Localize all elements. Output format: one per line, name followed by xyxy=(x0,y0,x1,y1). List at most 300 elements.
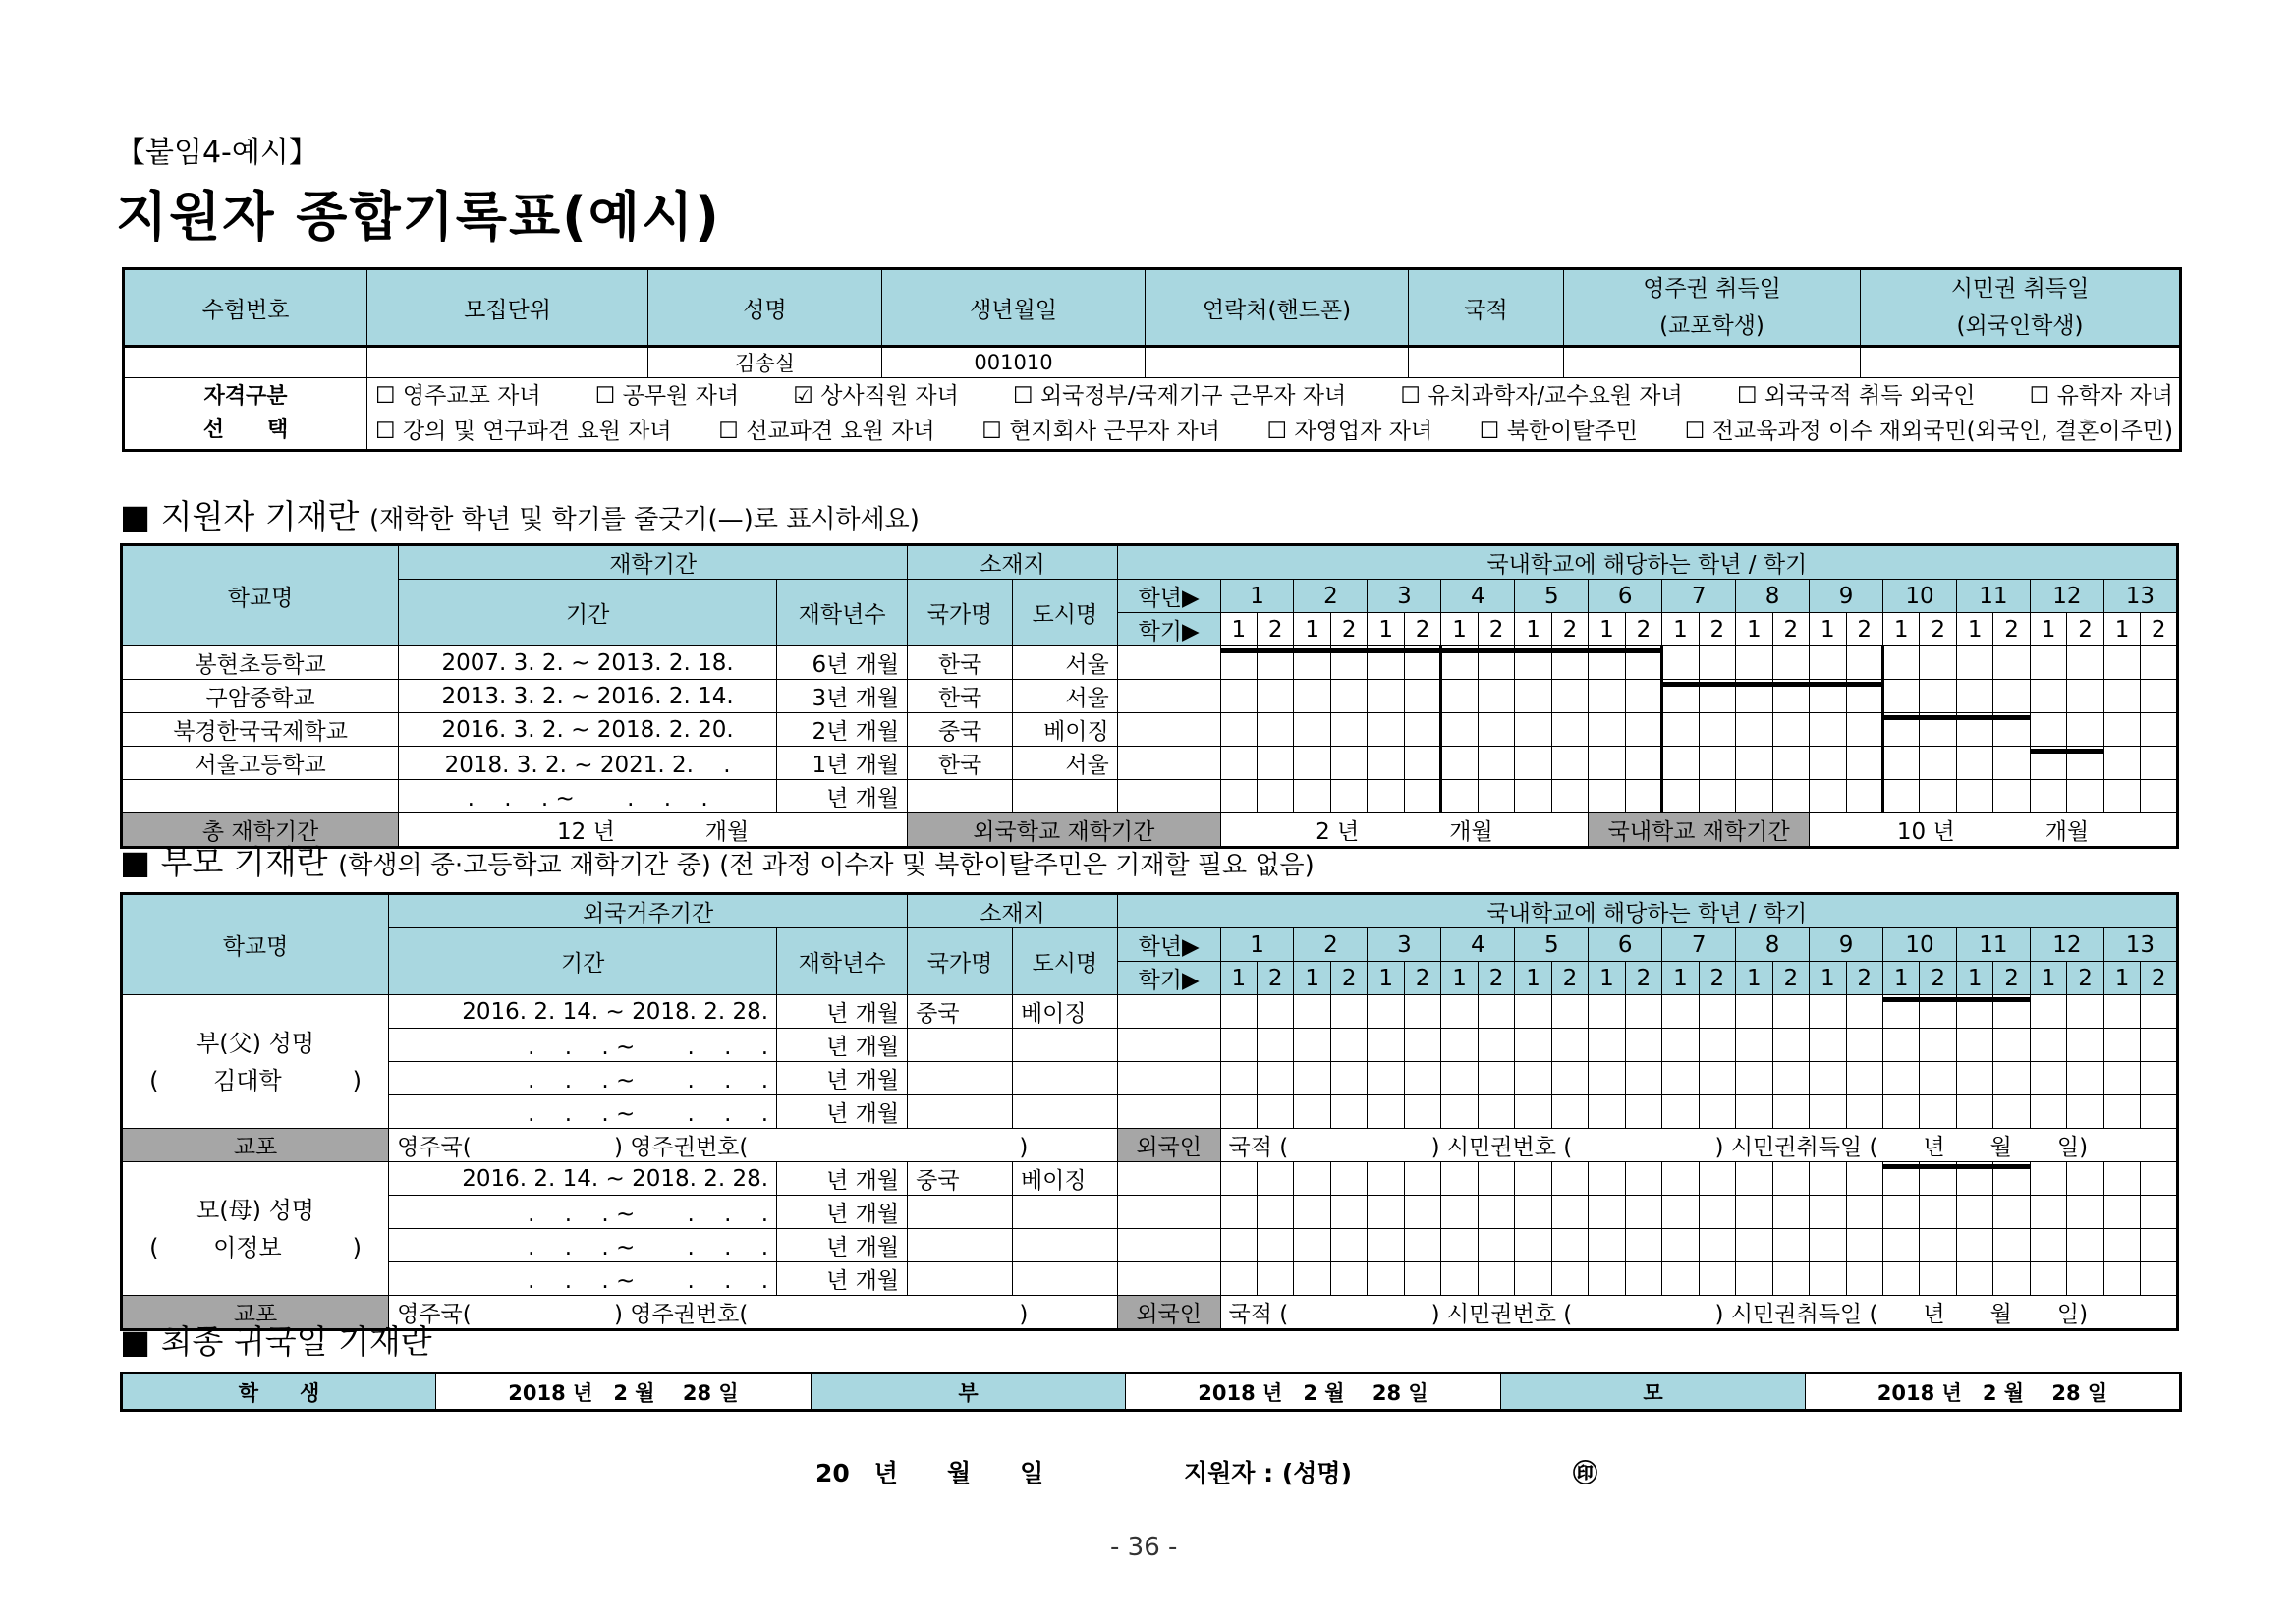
grid-cell xyxy=(1294,1162,1330,1196)
grid-cell xyxy=(1956,1229,1992,1262)
sem-13-2: 2 xyxy=(2141,613,2178,646)
qualification-row-2 xyxy=(375,414,2179,449)
sem-4-2: 2 xyxy=(1478,962,1514,995)
grid-cell xyxy=(1258,680,1294,713)
grid-cell xyxy=(1662,1196,1699,1229)
grid-cell xyxy=(1699,780,1735,813)
value-name: 김송실 xyxy=(648,347,882,378)
grid-cell xyxy=(1330,1229,1367,1262)
grid-cell xyxy=(2103,1162,2140,1196)
sem-8-2: 2 xyxy=(1772,962,1809,995)
grid-cell xyxy=(1441,1062,1478,1095)
grid-cell xyxy=(1662,1062,1699,1095)
grid-cell xyxy=(1294,747,1330,780)
grid-cell xyxy=(1772,1062,1809,1095)
grid-cell xyxy=(1810,1095,1846,1129)
sem-13-1: 1 xyxy=(2103,613,2140,646)
sem-1-2: 2 xyxy=(1258,613,1294,646)
grid-cell xyxy=(1920,1029,1956,1062)
grid-cell xyxy=(1736,1262,1772,1296)
grade-9: 9 xyxy=(1810,580,1883,613)
h2-grade-label: 학년▶ xyxy=(1117,928,1220,962)
grid-cell xyxy=(1294,713,1330,747)
grid-spacer xyxy=(1117,747,1220,780)
value-nationality xyxy=(1409,347,1564,378)
sem-5-2: 2 xyxy=(1551,613,1588,646)
grid-cell xyxy=(1956,646,1992,680)
grid-cell xyxy=(1478,680,1514,713)
applicant-school-table xyxy=(120,543,2179,849)
qualification-options xyxy=(367,378,2181,451)
school-years: 년 개월 xyxy=(777,780,908,813)
grid-cell xyxy=(1662,995,1699,1029)
grid-cell xyxy=(1441,1162,1478,1196)
option-full-course-overseas[interactable]: ☐ 전교육과정 이수 재외국민(외국인, 결혼이주민) xyxy=(1684,419,2173,444)
grid-cell xyxy=(1478,995,1514,1029)
grid-cell xyxy=(1258,1262,1294,1296)
father-years: 년 개월 xyxy=(777,1029,908,1062)
grid-cell xyxy=(1330,780,1367,813)
mother-period: . . . ~ . . . xyxy=(389,1262,777,1296)
grid-cell xyxy=(2067,1162,2103,1196)
grid-cell xyxy=(1551,1162,1588,1196)
grid-cell xyxy=(1736,1062,1772,1095)
grade-1: 1 xyxy=(1220,580,1294,613)
grid-cell xyxy=(1699,1162,1735,1196)
grade-4: 4 xyxy=(1441,580,1515,613)
grid-cell xyxy=(1368,1062,1404,1095)
grid-cell xyxy=(1699,713,1735,747)
father-period: . . . ~ . . . xyxy=(389,1062,777,1095)
header-unit: 모집단위 xyxy=(367,269,648,347)
grid-cell xyxy=(1699,995,1735,1029)
grid-cell xyxy=(2103,680,2140,713)
grid-cell xyxy=(1920,1095,1956,1129)
grid-cell xyxy=(1294,1062,1330,1095)
grid-cell xyxy=(1920,1262,1956,1296)
grid-cell xyxy=(2030,646,2066,680)
grid-cell xyxy=(1920,1062,1956,1095)
option-scientist-professor-child[interactable]: ☐ 유치과학자/교수요원 자녀 xyxy=(1400,383,1683,409)
h-period: 기간 xyxy=(399,580,777,646)
grid-cell xyxy=(1220,1162,1257,1196)
grid-cell xyxy=(1956,1062,1992,1095)
grid-cell xyxy=(1993,1196,2030,1229)
school-period: 2013. 3. 2. ~ 2016. 2. 14. xyxy=(399,680,777,713)
grid-cell xyxy=(1551,1229,1588,1262)
sem-5-2: 2 xyxy=(1551,962,1588,995)
father-foreigner-text: 국적 ( ) 시민권번호 ( ) 시민권취득일 ( 년 월 일) xyxy=(1220,1129,2177,1162)
sem-10-2: 2 xyxy=(1920,962,1956,995)
grid-cell xyxy=(1589,1062,1625,1095)
school-country: 한국 xyxy=(908,680,1013,713)
sem-7-1: 1 xyxy=(1662,613,1699,646)
grid-cell xyxy=(1551,1062,1588,1095)
grid-cell xyxy=(1736,747,1772,780)
grid-cell xyxy=(1846,780,1882,813)
grid-cell xyxy=(2103,995,2140,1029)
grid-cell xyxy=(1478,1029,1514,1062)
grade-12: 12 xyxy=(2030,928,2103,962)
grade-9: 9 xyxy=(1810,928,1883,962)
father-period: 2016. 2. 14. ~ 2018. 2. 28. xyxy=(389,995,777,1029)
grid-cell xyxy=(1478,1229,1514,1262)
grid-cell xyxy=(1846,747,1882,780)
school-name: 구암중학교 xyxy=(122,680,399,713)
school-city xyxy=(1012,780,1117,813)
grid-cell xyxy=(1772,780,1809,813)
grid-cell xyxy=(1441,1229,1478,1262)
grid-cell xyxy=(1589,1029,1625,1062)
grid-cell xyxy=(1882,1029,1919,1062)
sem-12-1: 1 xyxy=(2030,613,2066,646)
grid-cell xyxy=(1956,1029,1992,1062)
sem-11-2: 2 xyxy=(1993,962,2030,995)
father-years: 년 개월 xyxy=(777,1062,908,1095)
mother-label: 모(母) 성명 xyxy=(196,1196,314,1224)
mother-years: 년 개월 xyxy=(777,1262,908,1296)
grid-cell xyxy=(1810,1229,1846,1262)
grid-cell xyxy=(1772,713,1809,747)
sem-4-2: 2 xyxy=(1478,613,1514,646)
grid-cell xyxy=(1330,1062,1367,1095)
option-permanent-resident-child[interactable]: ☐ 영주교포 자녀 xyxy=(375,383,541,409)
mother-city: 베이징 xyxy=(1012,1162,1117,1196)
option-foreign-nationality[interactable]: ☐ 외국국적 취득 외국인 xyxy=(1736,383,1976,409)
h-years: 재학년수 xyxy=(777,580,908,646)
grid-cell xyxy=(1736,995,1772,1029)
grid-cell xyxy=(1220,995,1257,1029)
grid-cell xyxy=(1330,713,1367,747)
grid-cell xyxy=(1441,1262,1478,1296)
grid-cell xyxy=(1551,995,1588,1029)
grid-cell xyxy=(1515,780,1551,813)
option-self-employed-child[interactable]: ☐ 자영업자 자녀 xyxy=(1266,419,1433,444)
grade-5: 5 xyxy=(1515,580,1589,613)
sem-1-1: 1 xyxy=(1220,962,1257,995)
grid-cell xyxy=(1993,747,2030,780)
grid-cell xyxy=(1699,1196,1735,1229)
mother-kyopo-text: 영주국( ) 영주권번호( ) xyxy=(389,1296,1118,1330)
grid-cell xyxy=(1736,646,1772,680)
h2-sem-label: 학기▶ xyxy=(1117,962,1220,995)
grid-cell xyxy=(2030,1196,2066,1229)
grid-cell xyxy=(1882,646,1919,680)
grid-cell xyxy=(1772,995,1809,1029)
grid-cell xyxy=(1699,1229,1735,1262)
grid-cell xyxy=(1404,680,1440,713)
grade-8: 8 xyxy=(1736,928,1810,962)
father-city xyxy=(1012,1062,1117,1095)
grid-cell xyxy=(1736,1095,1772,1129)
grid-cell xyxy=(2030,713,2066,747)
grid-cell xyxy=(1368,747,1404,780)
grid-cell xyxy=(2067,1229,2103,1262)
grid-cell xyxy=(1258,1095,1294,1129)
grid-cell xyxy=(2067,646,2103,680)
grid-cell xyxy=(1404,1162,1440,1196)
grid-spacer xyxy=(1117,1262,1220,1296)
applicant-info-table xyxy=(122,267,2182,452)
h2-country: 국가명 xyxy=(908,928,1013,995)
sem-10-2: 2 xyxy=(1920,613,1956,646)
grid-cell xyxy=(1699,1062,1735,1095)
grid-cell xyxy=(1810,1062,1846,1095)
grid-cell xyxy=(1294,1196,1330,1229)
grid-cell xyxy=(2030,780,2066,813)
sem-8-2: 2 xyxy=(1772,613,1809,646)
sem-3-2: 2 xyxy=(1404,613,1440,646)
qualification-label xyxy=(124,378,367,451)
grid-cell xyxy=(1478,780,1514,813)
grid-cell xyxy=(1882,1095,1919,1129)
value-unit xyxy=(367,347,648,378)
father-city: 베이징 xyxy=(1012,995,1117,1029)
grid-cell xyxy=(1772,646,1809,680)
total-label: 총 재학기간 xyxy=(122,813,399,848)
grid-cell xyxy=(1368,1029,1404,1062)
grid-cell xyxy=(1478,1095,1514,1129)
foreign-period-value: 2 년 개월 xyxy=(1220,813,1589,848)
grid-cell xyxy=(1846,1229,1882,1262)
grid-cell xyxy=(1662,1095,1699,1129)
grid-cell xyxy=(1258,1229,1294,1262)
father-name-cell xyxy=(122,995,389,1129)
school-period: 2007. 3. 2. ~ 2013. 2. 18. xyxy=(399,646,777,680)
option-foreign-gov-child[interactable]: ☐ 외국정부/국제기구 근무자 자녀 xyxy=(1013,383,1347,409)
grid-cell xyxy=(1920,680,1956,713)
header-pr-date-line2: (교포학생) xyxy=(1659,313,1764,339)
foreign-period-label: 외국학교 재학기간 xyxy=(908,813,1220,848)
mother-foreigner-text: 국적 ( ) 시민권번호 ( ) 시민권취득일 ( 년 월 일) xyxy=(1220,1296,2177,1330)
grid-cell xyxy=(2103,780,2140,813)
section1-title: ■ 지원자 기재란 xyxy=(120,497,360,535)
grid-cell xyxy=(1662,1262,1699,1296)
mother-name-cell xyxy=(122,1162,389,1296)
grade-8: 8 xyxy=(1736,580,1810,613)
qualification-row-1 xyxy=(375,378,2179,414)
school-period: . . . ~ . . . xyxy=(399,780,777,813)
grid-spacer xyxy=(1117,680,1220,713)
sem-2-1: 1 xyxy=(1294,613,1330,646)
school-city: 서울 xyxy=(1012,747,1117,780)
grid-cell xyxy=(1846,646,1882,680)
school-country: 한국 xyxy=(908,646,1013,680)
grid-cell xyxy=(1956,1196,1992,1229)
timeline-bar-mother xyxy=(1882,1164,2030,1169)
grid-cell xyxy=(1882,1229,1919,1262)
school-name xyxy=(122,780,399,813)
school-country: 중국 xyxy=(908,713,1013,747)
grid-cell xyxy=(1736,713,1772,747)
grid-cell xyxy=(1625,680,1661,713)
sem-4-1: 1 xyxy=(1441,962,1478,995)
grid-cell xyxy=(1662,1162,1699,1196)
grid-cell xyxy=(2141,1062,2178,1095)
grid-cell xyxy=(2141,1196,2178,1229)
grid-cell xyxy=(1625,1162,1661,1196)
sem-9-1: 1 xyxy=(1810,613,1846,646)
grid-cell xyxy=(1736,780,1772,813)
grid-cell xyxy=(1993,1262,2030,1296)
mother-period: . . . ~ . . . xyxy=(389,1196,777,1229)
h-grade-label: 학년▶ xyxy=(1117,580,1220,613)
grid-cell xyxy=(1589,713,1625,747)
grid-cell xyxy=(1515,995,1551,1029)
grid-spacer xyxy=(1117,780,1220,813)
grid-cell xyxy=(1920,1229,1956,1262)
return-student-date: 2018 년 2 월 28 일 xyxy=(436,1373,812,1411)
grid-cell xyxy=(1294,780,1330,813)
return-father-date: 2018 년 2 월 28 일 xyxy=(1126,1373,1501,1411)
option-student-abroad-child[interactable]: ☐ 유학자 자녀 xyxy=(2029,383,2173,409)
grid-cell xyxy=(1404,1196,1440,1229)
mother-city xyxy=(1012,1262,1117,1296)
option-missionary-child[interactable]: ☐ 선교파견 요원 자녀 xyxy=(718,419,935,444)
grid-cell xyxy=(1478,1162,1514,1196)
header-phone: 연락처(핸드폰) xyxy=(1146,269,1409,347)
grid-cell xyxy=(1662,1029,1699,1062)
section1-note: (재학한 학년 및 학기를 줄긋기(—)로 표시하세요) xyxy=(368,505,920,534)
timeline-bar-elementary xyxy=(1220,648,1662,653)
grid-cell xyxy=(1368,780,1404,813)
sem-7-2: 2 xyxy=(1699,613,1735,646)
option-civil-servant-child[interactable]: ☐ 공무원 자녀 xyxy=(594,383,740,409)
option-local-company-child[interactable]: ☐ 현지회사 근무자 자녀 xyxy=(981,419,1220,444)
grid-cell xyxy=(1294,995,1330,1029)
grid-cell xyxy=(1589,1229,1625,1262)
sem-5-1: 1 xyxy=(1515,613,1551,646)
grid-cell xyxy=(1551,1029,1588,1062)
sem-11-1: 1 xyxy=(1956,613,1992,646)
father-kyopo-label: 교포 xyxy=(122,1129,389,1162)
sem-10-1: 1 xyxy=(1882,962,1919,995)
h-country: 국가명 xyxy=(908,580,1013,646)
grid-cell xyxy=(1220,1029,1257,1062)
domestic-period-label: 국내학교 재학기간 xyxy=(1589,813,1810,848)
grid-cell xyxy=(1294,1095,1330,1129)
value-pr-date xyxy=(1564,347,1861,378)
sem-7-1: 1 xyxy=(1662,962,1699,995)
sem-6-2: 2 xyxy=(1625,962,1661,995)
school-years: 6년 개월 xyxy=(777,646,908,680)
section2-heading xyxy=(120,837,1315,883)
grid-cell xyxy=(1625,995,1661,1029)
grid-cell xyxy=(1625,1095,1661,1129)
grade-6: 6 xyxy=(1589,580,1662,613)
grid-cell xyxy=(1404,1095,1440,1129)
sem-9-2: 2 xyxy=(1846,613,1882,646)
grid-cell xyxy=(1330,1262,1367,1296)
sem-2-1: 1 xyxy=(1294,962,1330,995)
grid-cell xyxy=(1515,1196,1551,1229)
grid-cell xyxy=(2141,680,2178,713)
grid-cell xyxy=(1258,1196,1294,1229)
option-north-korean-defector[interactable]: ☐ 북한이탈주민 xyxy=(1479,419,1639,444)
grid-cell xyxy=(1589,1262,1625,1296)
grid-spacer xyxy=(1117,713,1220,747)
grid-cell xyxy=(2030,1162,2066,1196)
grid-cell xyxy=(2141,780,2178,813)
father-kyopo-text: 영주국( ) 영주권번호( ) xyxy=(389,1129,1118,1162)
value-phone xyxy=(1146,347,1409,378)
father-years: 년 개월 xyxy=(777,995,908,1029)
grid-cell xyxy=(2103,1196,2140,1229)
grid-cell xyxy=(1625,1029,1661,1062)
sem-7-2: 2 xyxy=(1699,962,1735,995)
grid-cell xyxy=(1810,747,1846,780)
grid-cell xyxy=(1515,1029,1551,1062)
grade-10: 10 xyxy=(1882,580,1956,613)
grid-cell xyxy=(1846,713,1882,747)
mother-period: 2016. 2. 14. ~ 2018. 2. 28. xyxy=(389,1162,777,1196)
school-years: 1년 개월 xyxy=(777,747,908,780)
return-mother-date: 2018 년 2 월 28 일 xyxy=(1806,1373,2181,1411)
grid-cell xyxy=(1441,747,1478,780)
grid-cell xyxy=(1515,1262,1551,1296)
grid-cell xyxy=(1258,747,1294,780)
grid-cell xyxy=(1441,713,1478,747)
grid-cell xyxy=(1441,1029,1478,1062)
grid-cell xyxy=(1478,747,1514,780)
timeline-bar-high xyxy=(2030,749,2103,754)
father-city xyxy=(1012,1095,1117,1129)
grid-cell xyxy=(1736,1162,1772,1196)
grade-7: 7 xyxy=(1662,580,1736,613)
sem-11-2: 2 xyxy=(1993,613,2030,646)
grid-spacer xyxy=(1117,1029,1220,1062)
grid-cell xyxy=(1589,780,1625,813)
grid-cell xyxy=(1330,1029,1367,1062)
grid-cell xyxy=(1368,1229,1404,1262)
grid-cell xyxy=(2067,1029,2103,1062)
option-trade-employee-child[interactable]: ☑ 상사직원 자녀 xyxy=(793,383,959,409)
sem-6-1: 1 xyxy=(1589,962,1625,995)
grid-cell xyxy=(1515,1229,1551,1262)
option-research-dispatch-child[interactable]: ☐ 강의 및 연구파견 요원 자녀 xyxy=(375,419,672,444)
school-years: 2년 개월 xyxy=(777,713,908,747)
grid-cell xyxy=(2103,713,2140,747)
grid-cell xyxy=(1772,1029,1809,1062)
grid-cell xyxy=(1956,747,1992,780)
grid-cell xyxy=(2141,713,2178,747)
father-period: . . . ~ . . . xyxy=(389,1029,777,1062)
grid-cell xyxy=(2103,646,2140,680)
mother-kyopo-label: 교포 xyxy=(122,1296,389,1330)
grade-3: 3 xyxy=(1368,580,1441,613)
return-mother-label: 모 xyxy=(1501,1373,1806,1411)
grid-cell xyxy=(1478,713,1514,747)
grid-cell xyxy=(2141,1229,2178,1262)
grade-10: 10 xyxy=(1882,928,1956,962)
h2-years: 재학년수 xyxy=(777,928,908,995)
mother-years: 년 개월 xyxy=(777,1196,908,1229)
grid-cell xyxy=(2067,995,2103,1029)
section1-heading xyxy=(120,491,920,537)
grid-cell xyxy=(1589,1196,1625,1229)
sem-9-1: 1 xyxy=(1810,962,1846,995)
grid-cell xyxy=(2030,680,2066,713)
mother-country xyxy=(908,1196,1013,1229)
grid-cell xyxy=(1625,1196,1661,1229)
sem-2-2: 2 xyxy=(1330,962,1367,995)
return-student-label: 학 생 xyxy=(122,1373,436,1411)
grid-cell xyxy=(1956,680,1992,713)
grid-cell xyxy=(1330,1162,1367,1196)
mother-years: 년 개월 xyxy=(777,1162,908,1196)
grid-cell xyxy=(2030,1029,2066,1062)
school-city: 서울 xyxy=(1012,646,1117,680)
